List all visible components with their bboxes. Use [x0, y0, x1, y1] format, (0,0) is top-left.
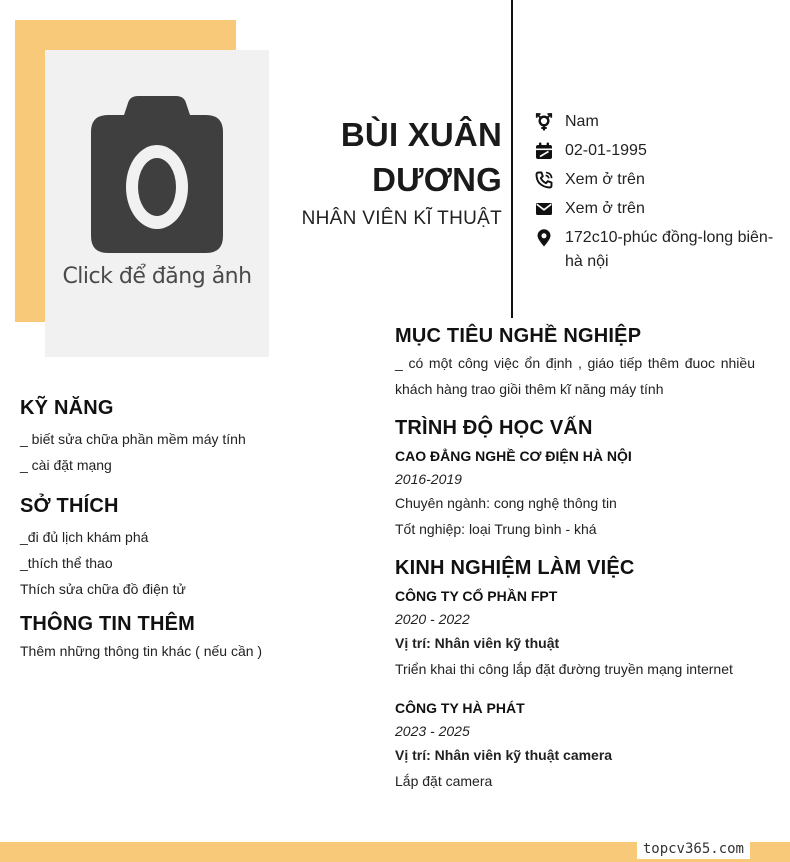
- experience-description: Triển khai thi công lắp đặt đường truyền mạng internet: [395, 661, 733, 677]
- birthday-value: 02-01-1995: [565, 142, 647, 159]
- more-info-title: THÔNG TIN THÊM: [20, 613, 196, 635]
- education-grade: Tốt nghiệp: loại Trung bình - khá: [395, 521, 597, 537]
- education-major: Chuyên ngành: cong nghệ thông tin: [395, 495, 617, 511]
- contact-phone: [535, 168, 775, 192]
- hobby-item: Thích sửa chữa đồ điện tử: [20, 581, 186, 597]
- phone-value: Xem ở trên: [565, 171, 645, 188]
- email-icon: [535, 197, 565, 221]
- full-name-line2: DƯƠNG: [372, 161, 502, 198]
- contact-address: [535, 226, 775, 274]
- footer-watermark: topcv365.com: [637, 839, 750, 859]
- phone-icon: [535, 168, 565, 192]
- birthday-calendar-icon: [535, 139, 565, 163]
- contact-email: [535, 197, 775, 221]
- hobby-item: _thích thể thao: [20, 555, 113, 571]
- gender-icon: [535, 110, 565, 134]
- experience-period: 2020 - 2022: [395, 611, 470, 627]
- gender-value: Nam: [565, 113, 599, 130]
- name-block: [272, 112, 502, 230]
- experience-entry: [395, 584, 755, 682]
- education-school: CAO ĐẲNG NGHỀ CƠ ĐIỆN HÀ NỘI: [395, 448, 632, 464]
- header-divider: [511, 0, 513, 318]
- hobby-item: _đi đủ lịch khám phá: [20, 529, 149, 545]
- camera-icon: [90, 95, 224, 255]
- hobbies-title: SỞ THÍCH: [20, 495, 119, 517]
- education-period: 2016-2019: [395, 471, 462, 487]
- contact-gender: [535, 110, 775, 134]
- skill-item: _ cài đặt mạng: [20, 457, 112, 473]
- skills-title: KỸ NĂNG: [20, 397, 114, 419]
- job-title: NHÂN VIÊN KĨ THUẬT: [301, 208, 502, 229]
- left-column: [20, 394, 350, 664]
- location-pin-icon: [535, 226, 565, 250]
- experience-entry: [395, 696, 755, 794]
- experience-company: CÔNG TY CỔ PHẦN FPT: [395, 588, 558, 604]
- experience-title: KINH NGHIỆM LÀM VIỆC: [395, 557, 635, 579]
- objective-text: _ có một công việc ổn định , giáo tiếp thêm đuoc nhiều khách hàng trao giồi thêm kĩ năng máy tính: [395, 355, 755, 397]
- skill-item: _ biết sửa chữa phần mềm máy tính: [20, 431, 246, 447]
- photo-upload[interactable]: [45, 50, 269, 357]
- experience-period: 2023 - 2025: [395, 723, 470, 739]
- experience-position: Vị trí: Nhân viên kỹ thuật: [395, 635, 560, 651]
- experience-description: Lắp đặt camera: [395, 773, 493, 789]
- contact-birthday: [535, 139, 775, 163]
- photo-caption: Click để đăng ảnh: [62, 264, 252, 289]
- right-column: [395, 322, 755, 794]
- contact-list: [535, 110, 775, 279]
- education-title: TRÌNH ĐỘ HỌC VẤN: [395, 417, 593, 439]
- email-value: Xem ở trên: [565, 200, 645, 217]
- experience-position: Vị trí: Nhân viên kỹ thuật camera: [395, 747, 613, 763]
- full-name-line1: BÙI XUÂN: [340, 116, 502, 153]
- experience-company: CÔNG TY HÀ PHÁT: [395, 700, 525, 716]
- address-value: 172c10-phúc đồng-long biên-hà nội: [565, 229, 774, 270]
- objective-title: MỤC TIÊU NGHỀ NGHIỆP: [395, 325, 642, 347]
- more-info-text: Thêm những thông tin khác ( nếu cần ): [20, 643, 263, 659]
